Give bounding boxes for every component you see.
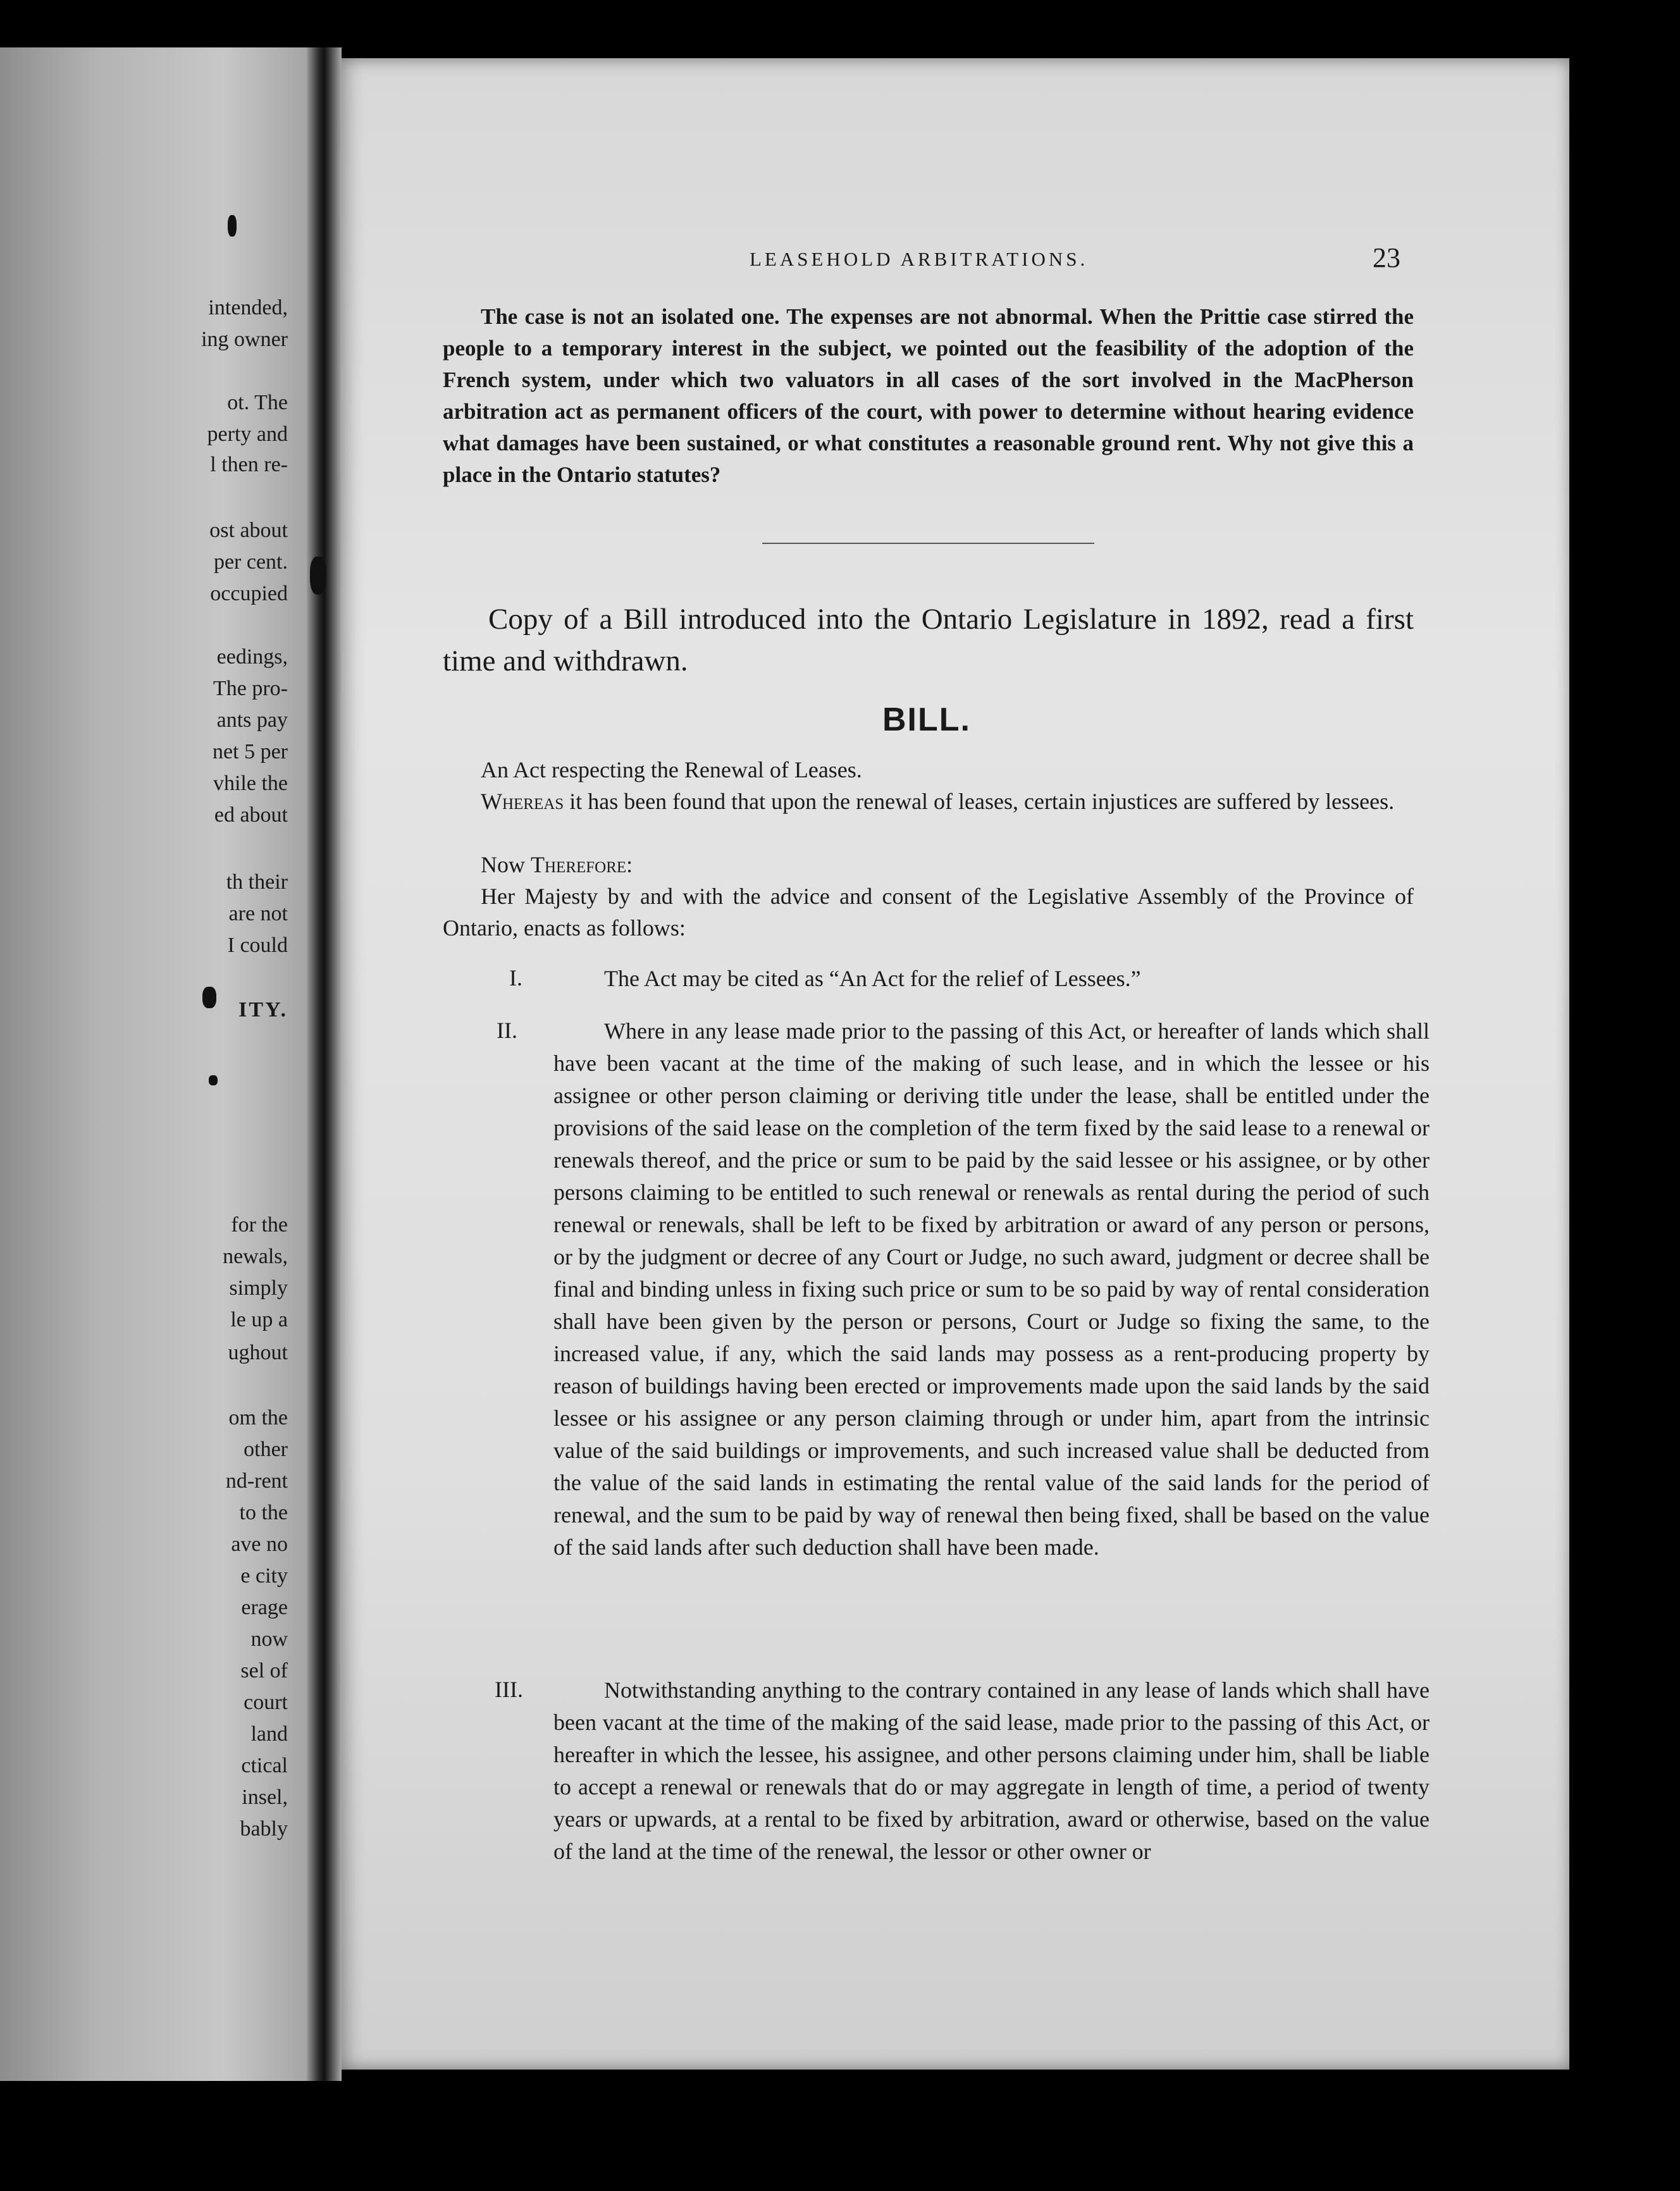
- enacting-clause: Her Majesty by and with the advice and consent of the Legislative Assembly of the Province of Ontario, enacts as follows:: [443, 884, 1414, 941]
- left-page-fragment: ost about: [209, 519, 288, 542]
- left-page-fragment: ed about: [214, 803, 288, 827]
- now-therefore-suffix: :: [626, 852, 633, 877]
- act-title: An Act respecting the Renewal of Leases.: [481, 757, 862, 782]
- left-page-fragment: are not: [228, 902, 288, 925]
- now-therefore-word: Therefore: [531, 852, 627, 877]
- whereas-text: it has been found that upon the renewal of leases, certain injustices are suffered by lessees.: [564, 789, 1395, 814]
- section-text: Where in any lease made prior to the passing of this Act, or hereafter of lands which shall have been vacant at the time of the making of such lease, and in which the lessee or his assignee or other person claiming or deriving title under the lease, shall be entitled under the provisions of the said lease on the completion of the term fixed by the said lease to a renewal or renewals thereof, and the price or sum to be paid by the said lessee or his assignee, or by other persons claiming to be entitled to such renewal or renewals as rental during the period of such renewal or renewals, shall be left to be fixed by arbitration or award of any person or persons, or by the judgment or decree of any Court or Judge, no such award, judgment or decree shall be final and binding unless in fixing such price or sum to be so paid by way of rental consideration shall have been given by the person or persons, Court or Judge so fixing the same, to the increased value, if any, which the said lands may possess as a rent-producing property by reason of buildings having been erected or improvements made upon the said lands by the said lessee or his assignee or any person claiming through or under him, apart from the intrinsic value of the said buildings or improvements, and such increased value shall be deducted from the value of the said lands in estimating the rental value of the said lands for the period of renewal, and the sum to be paid by way of renewal then being fixed, shall be based on the value of the said lands after such deduction shall have been made.: [553, 1018, 1430, 1560]
- ink-speck: [202, 987, 216, 1008]
- left-page-fragment: insel,: [242, 1786, 288, 1809]
- left-page-fragment: intended,: [208, 296, 288, 319]
- left-page-fragment: th their: [226, 870, 288, 894]
- section-number: III.: [495, 1677, 523, 1702]
- left-page-fragment: per cent.: [213, 550, 288, 574]
- left-page-fragment: ctical: [241, 1754, 288, 1777]
- left-page-fragment: land: [250, 1722, 288, 1746]
- left-page-fragment: bably: [240, 1817, 288, 1841]
- left-page-fragment: ants pay: [216, 708, 288, 732]
- left-page-fragment: e city: [240, 1564, 288, 1588]
- left-page-fragment: vhile the: [213, 772, 288, 795]
- left-page-fragment: le up a: [230, 1308, 288, 1331]
- ink-speck: [209, 1075, 218, 1085]
- left-page-fragment: eedings,: [216, 645, 288, 669]
- left-page-fragment: ughout: [228, 1341, 288, 1364]
- left-page-fragment: net 5 per: [213, 740, 288, 763]
- left-page-fragment: ITY.: [238, 998, 288, 1021]
- left-page-fragment: occupied: [210, 582, 288, 605]
- left-page-fragment: other: [244, 1438, 288, 1461]
- section-divider: [762, 543, 1094, 544]
- ink-speck: [228, 215, 237, 237]
- whereas-word: Whereas: [481, 789, 564, 814]
- whereas-paragraph: [443, 786, 1414, 817]
- left-page-fragment: ing owner: [201, 328, 288, 351]
- section-text: The Act may be cited as “An Act for the relief of Lessees.”: [604, 966, 1141, 991]
- left-page-fragment: l then re-: [210, 453, 288, 476]
- section-number: I.: [509, 965, 522, 991]
- left-page-fragment: om the: [228, 1406, 288, 1429]
- bill-copy-paragraph: Copy of a Bill introduced into the Ontario Legislature in 1892, read a first time and withdrawn.: [443, 603, 1414, 677]
- left-page-fragment: perty and: [207, 423, 288, 446]
- ink-speck: [310, 557, 326, 595]
- left-page-fragment: now: [250, 1627, 288, 1651]
- left-page-fragment: to the: [239, 1501, 288, 1524]
- left-page-fragment: court: [244, 1691, 288, 1714]
- running-head: LEASEHOLD ARBITRATIONS.: [750, 248, 1089, 270]
- left-page-fragment: The pro-: [213, 677, 288, 700]
- left-page-fragment: for the: [231, 1213, 288, 1237]
- now-therefore-prefix: Now: [481, 852, 531, 877]
- section-number: II.: [497, 1018, 517, 1043]
- page-number: 23: [1373, 242, 1400, 273]
- book-gutter: [307, 47, 342, 2081]
- left-page-fragment: nd-rent: [225, 1469, 288, 1493]
- intro-paragraph: The case is not an isolated one. The expenses are not abnormal. When the Prittie case stirred the people to a temporary interest in the subject, we pointed out the feasibility of the adoption of the French system, under which two valuators in all cases of the sort involved in the MacPherson arbitration act as permanent officers of the court, with power to determine without hearing evidence what damages have been sustained, or what constitutes a reasonable ground rent. Why not give this a place in the Ontario statutes?: [443, 304, 1414, 487]
- bill-heading: BILL.: [882, 701, 971, 738]
- left-page-fragment: newals,: [223, 1245, 288, 1268]
- left-page-fragment: simply: [229, 1276, 288, 1300]
- left-page-fragment: erage: [241, 1596, 288, 1619]
- left-page-fragment: sel of: [240, 1659, 288, 1682]
- left-page-fragment: ave no: [231, 1533, 288, 1556]
- section-text: Notwithstanding anything to the contrary contained in any lease of lands which shall have been vacant at the time of the making of the said lease, made prior to the passing of this Act, or hereafter in which the lessee, his assignee, and other persons claiming under him, shall be liable to accept a renewal or renewals that do or may aggregate in length of time, a period of twenty years or upwards, at a rental to be fixed by arbitration, award or otherwise, based on the value of the land at the time of the renewal, the lessor or other owner or: [553, 1677, 1430, 1864]
- left-page-fragment: ot. The: [227, 391, 288, 414]
- left-page-fragment: I could: [227, 934, 288, 957]
- scan-bottom-edge: [0, 2081, 1680, 2191]
- now-therefore-line: [443, 849, 1414, 880]
